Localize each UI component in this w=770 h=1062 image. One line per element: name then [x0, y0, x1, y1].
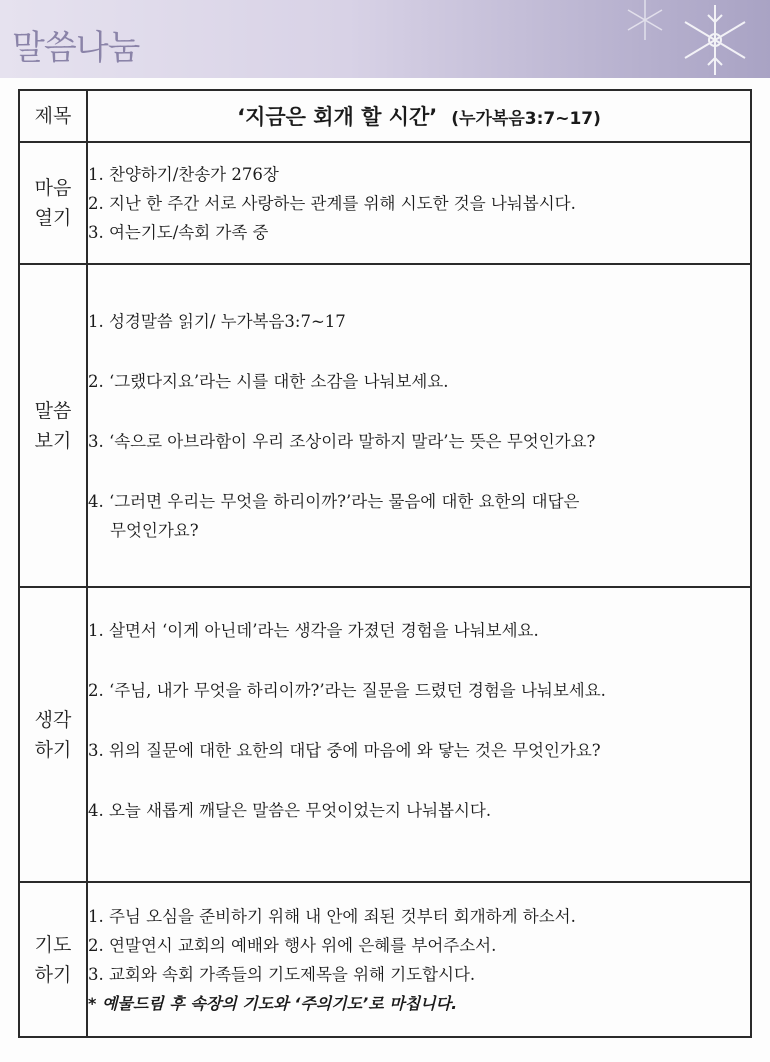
section-word-reading [19, 264, 751, 587]
list-item: 3. 교회와 속회 가족들의 기도제목을 위해 기도합시다. [88, 964, 476, 984]
section-title: 말씀나눔 [12, 28, 140, 68]
section-content [87, 587, 751, 882]
section-content [87, 142, 751, 264]
list-item: 4. ‘그러면 우리는 무엇을 하리이까?’라는 물음에 대한 요한의 대답은 [88, 491, 580, 511]
list-item: 2. 지난 한 주간 서로 사랑하는 관계를 위해 시도한 것을 나눠봅시다. [88, 193, 576, 213]
title-label: 제목 [19, 90, 87, 142]
list-item: 2. ‘주님, 내가 무엇을 하리이까?’라는 질문을 드렸던 경험을 나눠보세요. [88, 681, 606, 700]
list-item: 3. ‘속으로 아브라함이 우리 조상이라 말하지 말라’는 뜻은 무엇인가요? [88, 431, 596, 451]
section-content [87, 882, 751, 1037]
worksheet-page [0, 78, 770, 1062]
section-content [87, 264, 751, 587]
list-item: 3. 위의 질문에 대한 요한의 대답 중에 마음에 와 닿는 것은 무엇인가요? [88, 741, 601, 760]
list-item: 1. 찬양하기/찬송가 276장 [88, 164, 279, 184]
list-item: 4. 오늘 새롭게 깨달은 말씀은 무엇이었는지 나눠봅시다. [88, 801, 492, 820]
list-item: 1. 성경말씀 읽기/ 누가복음3:7~17 [88, 311, 346, 331]
scripture-reference: (누가복음3:7~17) [451, 109, 601, 129]
list-item: 2. 연말연시 교회의 예배와 행사 위에 은혜를 부어주소서. [88, 935, 497, 955]
sermon-title: ‘지금은 회개 할 시간’ [237, 105, 438, 129]
list-item-continued: 무엇인가요? [110, 520, 199, 540]
section-heart-opening [19, 142, 751, 264]
header-banner [0, 0, 770, 78]
section-label: 마음 열기 [19, 142, 87, 264]
worksheet-table [18, 89, 752, 1038]
section-label: 기도 하기 [19, 882, 87, 1037]
title-cell [87, 90, 751, 142]
closing-note: * 예물드림 후 속장의 기도와 ‘주의기도’로 마칩니다. [88, 993, 458, 1013]
list-item: 1. 주님 오심을 준비하기 위해 내 안에 죄된 것부터 회개하게 하소서. [88, 906, 576, 926]
section-label: 생각 하기 [19, 587, 87, 882]
list-item: 1. 살면서 ‘이게 아닌데’라는 생각을 가졌던 경험을 나눠보세요. [88, 621, 539, 640]
section-reflection [19, 587, 751, 882]
title-row [19, 90, 751, 142]
snowflake-icon [620, 0, 770, 78]
list-item: 3. 여는기도/속회 가족 중 [88, 222, 269, 242]
section-prayer [19, 882, 751, 1037]
section-label: 말씀 보기 [19, 264, 87, 587]
list-item: 2. ‘그랬다지요’라는 시를 대한 소감을 나눠보세요. [88, 371, 449, 391]
